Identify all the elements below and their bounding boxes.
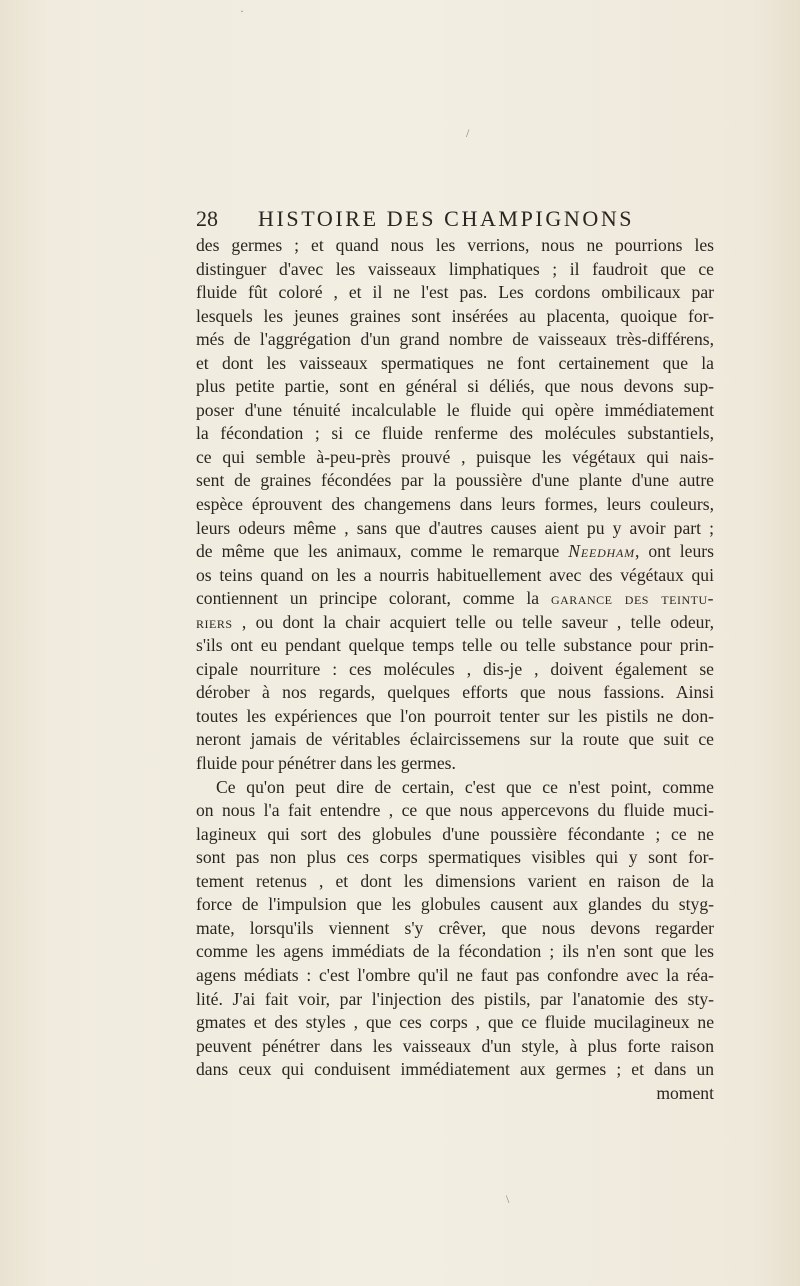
- text-fragment: , ont leurs: [634, 541, 714, 562]
- plant-name-garance: garance des teintu-: [550, 588, 714, 609]
- text-line: mate, lorsqu'ils viennent s'y crêver, que nous devons regarder: [196, 917, 714, 938]
- text-line: distinguer d'avec les vaisseaux limphatiques ; il faudroit que ce: [196, 258, 714, 279]
- text-line: on nous l'a fait entendre , ce que nous appercevons du fluide muci-: [196, 800, 714, 821]
- text-line: agens médiats : c'est l'ombre qu'il ne faut pas confondre avec la réa-: [196, 964, 714, 985]
- text-line: comme les agens immédiats de la fécondation ; ils n'en sont que les: [196, 941, 714, 962]
- text-fragment: de même que les animaux, comme le remarque: [196, 541, 560, 562]
- text-line: tement retenus , et dont les dimensions varient en raison de la: [196, 870, 714, 891]
- body-text: [196, 234, 714, 1105]
- paragraph-start-line: Ce qu'on peut dire de certain, c'est que ce n'est point, comme: [216, 776, 714, 797]
- text-fragment: , ou dont la chair acquiert telle ou telle saveur , telle odeur,: [241, 611, 714, 632]
- ink-speck: ·: [240, 4, 244, 18]
- text-line: os teins quand on les a nourris habituellement avec des végétaux qui: [196, 564, 714, 585]
- text-line: s'ils ont eu pendant quelque temps telle ou telle substance pour prin-: [196, 635, 714, 656]
- text-line: espèce éprouvent des changemens dans leurs formes, leurs couleurs,: [196, 494, 714, 515]
- text-fragment: contiennent un principe colorant, comme la: [196, 588, 540, 609]
- text-line: force de l'impulsion que les globules causent aux glandes du styg-: [196, 894, 714, 915]
- text-line: sent de graines fécondées par la poussière d'une plante d'une autre: [196, 470, 714, 491]
- text-line: lité. J'ai fait voir, par l'injection des pistils, par l'anatomie des sty-: [196, 988, 714, 1009]
- text-line: [196, 611, 714, 635]
- text-line: [196, 587, 714, 611]
- text-line: ce qui semble à-peu-près prouvé , puisque les végétaux qui nais-: [196, 446, 714, 467]
- ink-speck: /: [466, 126, 470, 140]
- text-line: fluide fût coloré , et il ne l'est pas. Les cordons ombilicaux par: [196, 282, 714, 303]
- text-line: dérober à nos regards, quelques efforts que nous fassions. Ainsi: [196, 682, 714, 703]
- text-line: peuvent pénétrer dans les vaisseaux d'un style, à plus forte raison: [196, 1035, 714, 1056]
- text-line: des germes ; et quand nous les verrions, nous ne pourrions les: [196, 235, 714, 255]
- ink-speck: \: [506, 1192, 510, 1206]
- page-number: 28: [196, 206, 218, 231]
- paragraph-end-line: fluide pour pénétrer dans les germes.: [196, 753, 456, 774]
- text-line: neront jamais de véritables éclaircissemens sur la route que suit ce: [196, 729, 714, 750]
- text-line: toutes les expériences que l'on pourroit tenter sur les pistils ne don-: [196, 705, 714, 726]
- plant-name-garance-end: riers: [196, 611, 233, 632]
- text-line: lagineux qui sort des globules d'une poussière fécondante ; ce ne: [196, 823, 714, 844]
- text-line: lesquels les jeunes graines sont insérées au placenta, quoique for-: [196, 305, 714, 326]
- text-line: cipale nourriture : ces molécules , dis-je , doivent également se: [196, 658, 714, 679]
- text-line: sont pas non plus ces corps spermatiques visibles qui y sont for-: [196, 847, 714, 868]
- text-line: gmates et des styles , que ces corps , que ce fluide mucilagineux ne: [196, 1012, 714, 1033]
- text-line: més de l'aggrégation d'un grand nombre de vaisseaux très-différens,: [196, 329, 714, 350]
- text-line: leurs odeurs même , sans que d'autres causes aient pu y avoir part ;: [196, 517, 714, 538]
- text-line: [196, 540, 714, 564]
- text-line: dans ceux qui conduisent immédiatement aux germes ; et dans un: [196, 1059, 714, 1080]
- running-title: HISTOIRE DES CHAMPIGNONS: [258, 206, 635, 231]
- text-line: plus petite partie, sont en général si déliés, que nous devons sup-: [196, 376, 714, 397]
- author-name-needham: Needham: [568, 541, 635, 562]
- text-line: poser d'une ténuité incalculable le fluide qui opère immédiatement: [196, 399, 714, 420]
- text-line: la fécondation ; si ce fluide renferme des molécules substantiels,: [196, 423, 714, 444]
- catchword: moment: [656, 1082, 714, 1103]
- page-header: [196, 204, 716, 234]
- text-line: et dont les vaisseaux spermatiques ne font certainement que la: [196, 352, 714, 373]
